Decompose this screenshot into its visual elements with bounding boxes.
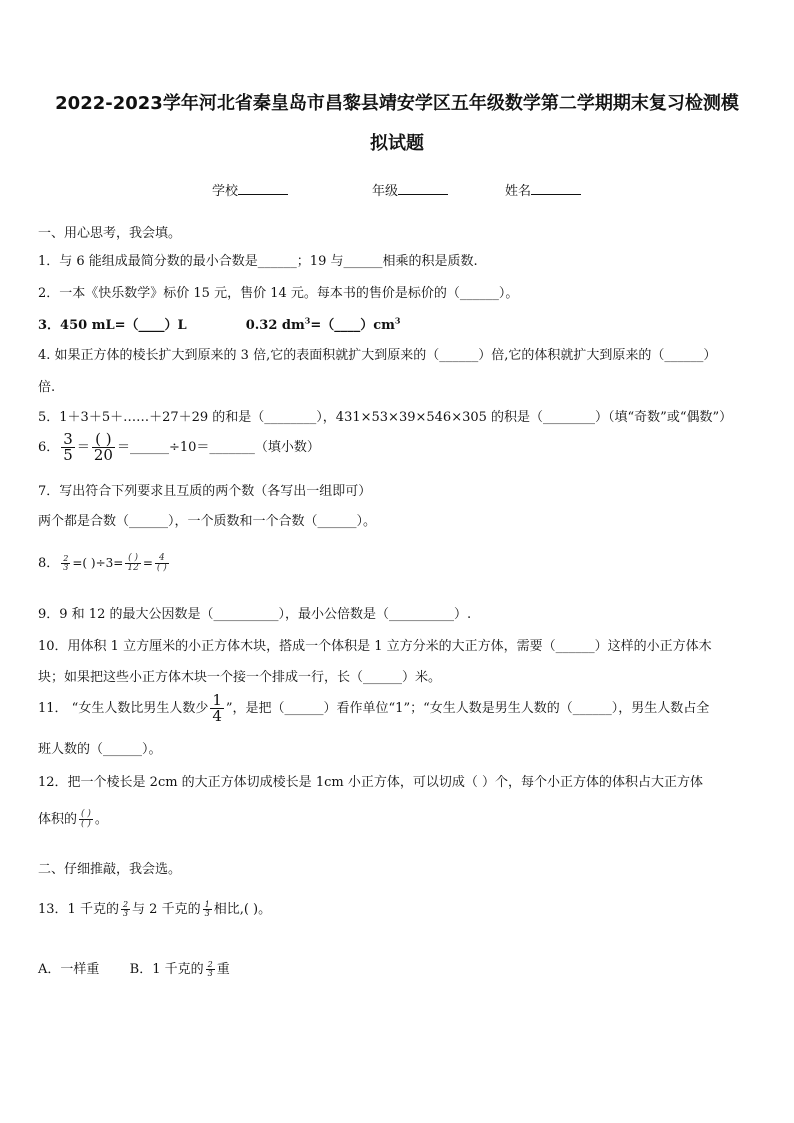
q13-fraction-1 [121,901,130,918]
q8-den2: 12 [127,563,139,573]
q6-num2: ( ) [95,430,112,448]
q11-fraction [210,693,224,724]
q12-suffix: 。 [94,812,108,827]
q6-fraction-1 [61,432,75,463]
q12-den: ( ) [81,819,91,829]
question-13-options [38,958,230,978]
q13-num1: 2 [122,900,129,909]
q8-num3: 4 [158,553,165,563]
question-3 [38,314,400,333]
grade-blank [398,182,448,195]
q12-prefix: 体积的 [38,812,78,827]
exam-title-line1: 2022-2023学年河北省秦皇岛市昌黎县靖安学区五年级数学第二学期期末复习检测模 [55,93,739,114]
q8-num2: ( ) [128,553,139,563]
q3-sup2: 3 [394,315,401,326]
question-13 [38,898,271,918]
question-7-line2: 两个都是合数（______），一个质数和一个合数（______）。 [38,514,377,529]
grade-field [372,180,448,199]
school-label: 学校 [212,184,239,199]
name-field [505,180,581,199]
grade-label: 年级 [372,184,399,199]
name-label: 姓名 [505,184,532,199]
question-4-line1: 4. 如果正方体的棱长扩大到原来的 3 倍,它的表面积就扩大到原来的（______）倍,它的体积就扩大到原来的（______） [38,348,717,363]
q6-rest: ＝______÷10＝_______（填小数） [116,440,320,455]
q8-fraction-2 [125,554,140,573]
q6-den: 5 [63,446,73,464]
q8-prefix: 8． [38,556,60,571]
q6-prefix: 6． [38,440,60,455]
question-10-line2: 块；如果把这些小正方体木块一个接一个排成一行，长（______）米。 [38,670,442,685]
question-6 [38,432,320,463]
q13-den2: 3 [204,909,210,918]
question-2: 2．一本《快乐数学》标价 15 元，售价 14 元。每本书的售价是标价的（______）。 [38,286,519,301]
school-blank [238,182,288,195]
question-8 [38,552,171,573]
question-4-line2: 倍. [38,380,56,395]
q3-part3: =（____）cm [310,318,395,333]
q13-option-b-prefix: B．1 千克的 [129,962,204,977]
q13-fraction-2 [203,901,212,918]
q11-den: 4 [212,707,222,725]
q8-den3: ( ) [156,563,167,573]
q8-fraction-1 [61,555,70,572]
q8-eq: = [142,556,153,570]
question-5: 5．1＋3＋5＋……＋27＋29 的和是（________），431×53×39×546×305 的积是（________）（填“奇数”或“偶数”） [38,410,733,425]
q13-num2: 1 [204,900,210,909]
q3-part2: 0.32 dm [245,318,305,333]
q13-den1: 3 [122,909,129,918]
q13-suffix: 相比,( )。 [213,902,272,917]
q8-fraction-3 [155,554,169,573]
q11-num: 1 [212,691,222,709]
q11-rest: ”，是把（______）看作单位“1”；“女生人数是男生人数的（______），男生人数占全 [225,701,710,716]
school-field [212,180,288,199]
q6-den2: 20 [93,446,113,464]
q3-part1: 3．450 mL=（____）L [38,318,187,333]
q13-option-a: A．一样重 [38,962,100,977]
q12-num: ( ) [81,809,91,819]
q8-den: 3 [63,563,69,572]
question-7-line1: 7．写出符合下列要求且互质的两个数（各写出一组即可） [38,484,372,499]
q6-num: 3 [63,430,73,448]
section1-heading: 一、用心思考，我会填。 [38,226,182,241]
q8-mid: =( )÷3= [72,556,124,570]
q13-mid: 与 2 千克的 [132,902,201,917]
q13-option-b-den: 3 [207,969,213,978]
question-12-line2 [38,808,108,829]
question-9: 9．9 和 12 的最大公因数是（__________），最小公倍数是（__________）. [38,607,472,622]
q11-prefix: 11． “女生人数比男生人数少 [38,701,209,716]
q13-option-b-num: 2 [207,960,213,969]
question-1: 1．与 6 能组成最简分数的最小合数是______；19 与______相乘的积是质数. [38,254,478,269]
q12-fraction [79,810,93,829]
section2-heading: 二、仔细推敲，我会选。 [38,862,182,877]
exam-title-line2: 拟试题 [370,133,424,154]
q13-prefix: 13．1 千克的 [38,902,119,917]
q6-fraction-2 [92,432,115,463]
name-blank [531,182,581,195]
question-11-line2: 班人数的（______）。 [38,742,162,757]
question-12-line1: 12．把一个棱长是 2cm 的大正方体切成棱长是 1cm 小正方体，可以切成（ ）个，每个小正方体的体积占大正方体 [38,775,703,790]
q6-equal: ＝ [76,440,90,455]
q13-option-b-suffix: 重 [216,962,230,977]
q3-sup: 3 [304,315,311,326]
q8-num: 2 [63,554,69,563]
question-10-line1: 10．用体积 1 立方厘米的小正方体木块，搭成一个体积是 1 立方分米的大正方体，需要（______）这样的小正方体木 [38,639,712,654]
question-11 [38,693,709,724]
q13-option-b-fraction [206,961,215,978]
